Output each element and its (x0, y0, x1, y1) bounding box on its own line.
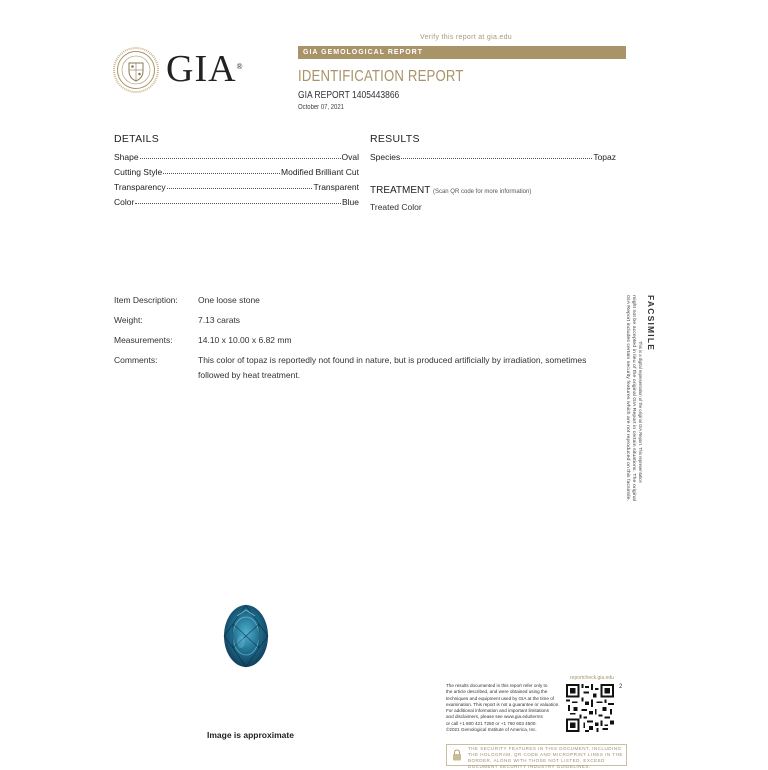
info-row: Comments: This color of topaz is reportedly not found in nature, but is produced artificially by irradiation, sometimes followed by heat treatment. (114, 355, 587, 380)
qr-code-icon[interactable] (566, 684, 614, 732)
facsimile-line-2: might not be accepted in lieu of the original GIA Report in certain situations. The original (632, 295, 637, 458)
details-section (114, 133, 359, 207)
facsimile-line-3: GIA Report includes certain security features which are not reproduced on this facsimile. (626, 295, 631, 459)
facsimile-notice (618, 293, 658, 505)
image-caption: Image is approximate (207, 730, 294, 740)
detail-row: Cutting Style Modified Brilliant Cut (114, 167, 359, 177)
qr-number: 2 (619, 684, 623, 690)
facsimile-line-1: This is a digital representation of the original GIA Report. This representation (638, 341, 643, 483)
treatment-value: Treated Color (370, 202, 422, 212)
lock-icon (452, 749, 462, 761)
results-heading: RESULTS (370, 133, 420, 145)
detail-row: Color Blue (114, 197, 359, 207)
report-date: October 07, 2021 (298, 104, 344, 111)
gemstone-image (223, 604, 269, 668)
detail-row: Shape Oval (114, 152, 359, 162)
results-section (370, 133, 616, 162)
facsimile-title: FACSIMILE (646, 295, 656, 352)
info-row: Item Description: One loose stone (114, 295, 260, 305)
report-number: GIA REPORT 1405443866 (298, 90, 400, 101)
detail-row: Transparency Transparent (114, 182, 359, 192)
gia-seal-icon (113, 47, 159, 93)
treatment-heading: TREATMENT (Scan QR code for more information) (370, 185, 532, 196)
info-row: Measurements: 14.10 x 10.00 x 6.82 mm (114, 335, 292, 345)
details-heading: DETAILS (114, 133, 160, 145)
item-info (114, 293, 604, 388)
report-title: IDENTIFICATION REPORT (298, 68, 464, 85)
result-row: Species Topaz (370, 152, 616, 162)
verify-link[interactable]: Verify this report at gia.edu (420, 34, 512, 41)
disclaimer-text: The results documented in this report refer only to the article described, and were obtained using the techniques and equipment used by GIA at the time of examination. This report is not a guarantee or valuation. For additional information and important limitations and disclaimers, please see www.gia.edu/terms or call +1 800 421 7250 or +1 760 603 4500. ©2021 Gemological Institute of America, Inc. (446, 683, 560, 733)
gia-logo: GIA® (166, 48, 244, 90)
report-banner: GIA GEMOLOGICAL REPORT (298, 46, 626, 59)
info-row: Weight: 7.13 carats (114, 315, 241, 325)
security-text: THE SECURITY FEATURES IN THIS DOCUMENT, INCLUDING THE HOLOGRAM, QR CODE AND MICROPRINT LINES IN THE BORDER, ALONG WITH THOSE NOT LISTED, EXCEED DOCUMENT SECURITY INDUSTRY GUIDELINES. (468, 746, 623, 769)
reportcheck-link[interactable]: reportcheck.gia.edu (570, 675, 614, 681)
